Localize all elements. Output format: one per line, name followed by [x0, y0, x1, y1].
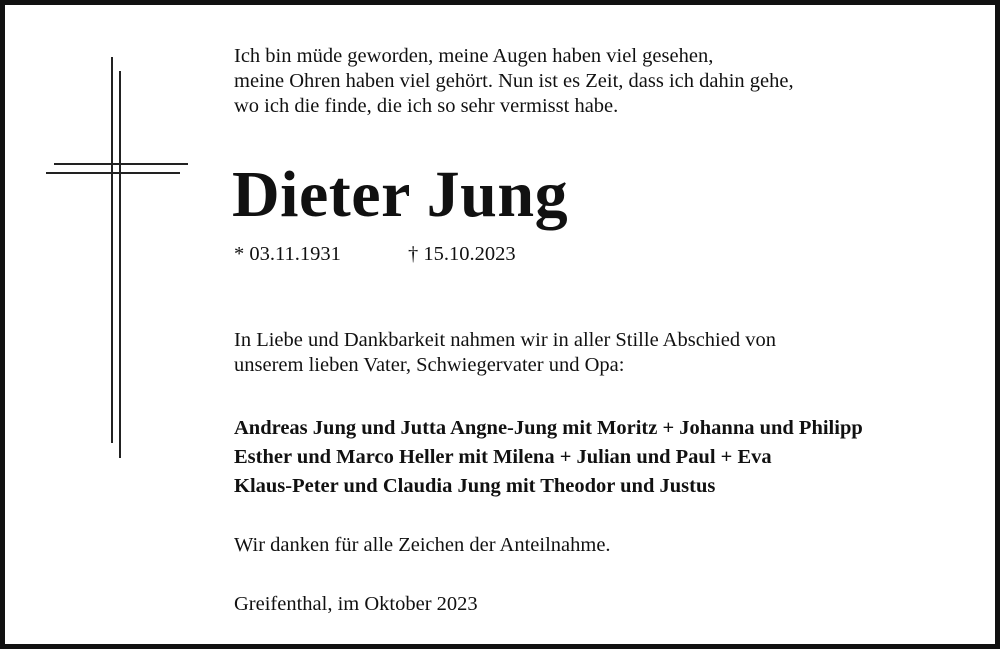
message-line: In Liebe und Dankbarkeit nahmen wir in aller Stille Abschied von — [234, 329, 776, 351]
place-date: Greifenthal, im Oktober 2023 — [234, 593, 478, 615]
deceased-name: Dieter Jung — [232, 158, 569, 231]
mourner-line: Klaus-Peter und Claudia Jung mit Theodor und Justus — [234, 475, 716, 497]
poem-line: meine Ohren haben viel gehört. Nun ist es Zeit, dass ich dahin gehe, — [234, 70, 794, 92]
birth-date: * 03.11.1931 — [234, 243, 341, 265]
mourner-line: Esther und Marco Heller mit Milena + Julian und Paul + Eva — [234, 446, 772, 468]
poem-line: wo ich die finde, die ich so sehr vermisst habe. — [234, 95, 619, 117]
poem — [234, 44, 794, 119]
mourners — [234, 414, 863, 501]
death-date: † 15.10.2023 — [408, 243, 516, 265]
message — [234, 328, 776, 378]
message-line: unserem lieben Vater, Schwiegervater und Opa: — [234, 354, 625, 376]
mourner-line: Andreas Jung und Jutta Angne-Jung mit Moritz + Johanna und Philipp — [234, 417, 863, 439]
poem-line: Ich bin müde geworden, meine Augen haben viel gesehen, — [234, 45, 714, 67]
thanks: Wir danken für alle Zeichen der Anteilnahme. — [234, 534, 611, 556]
